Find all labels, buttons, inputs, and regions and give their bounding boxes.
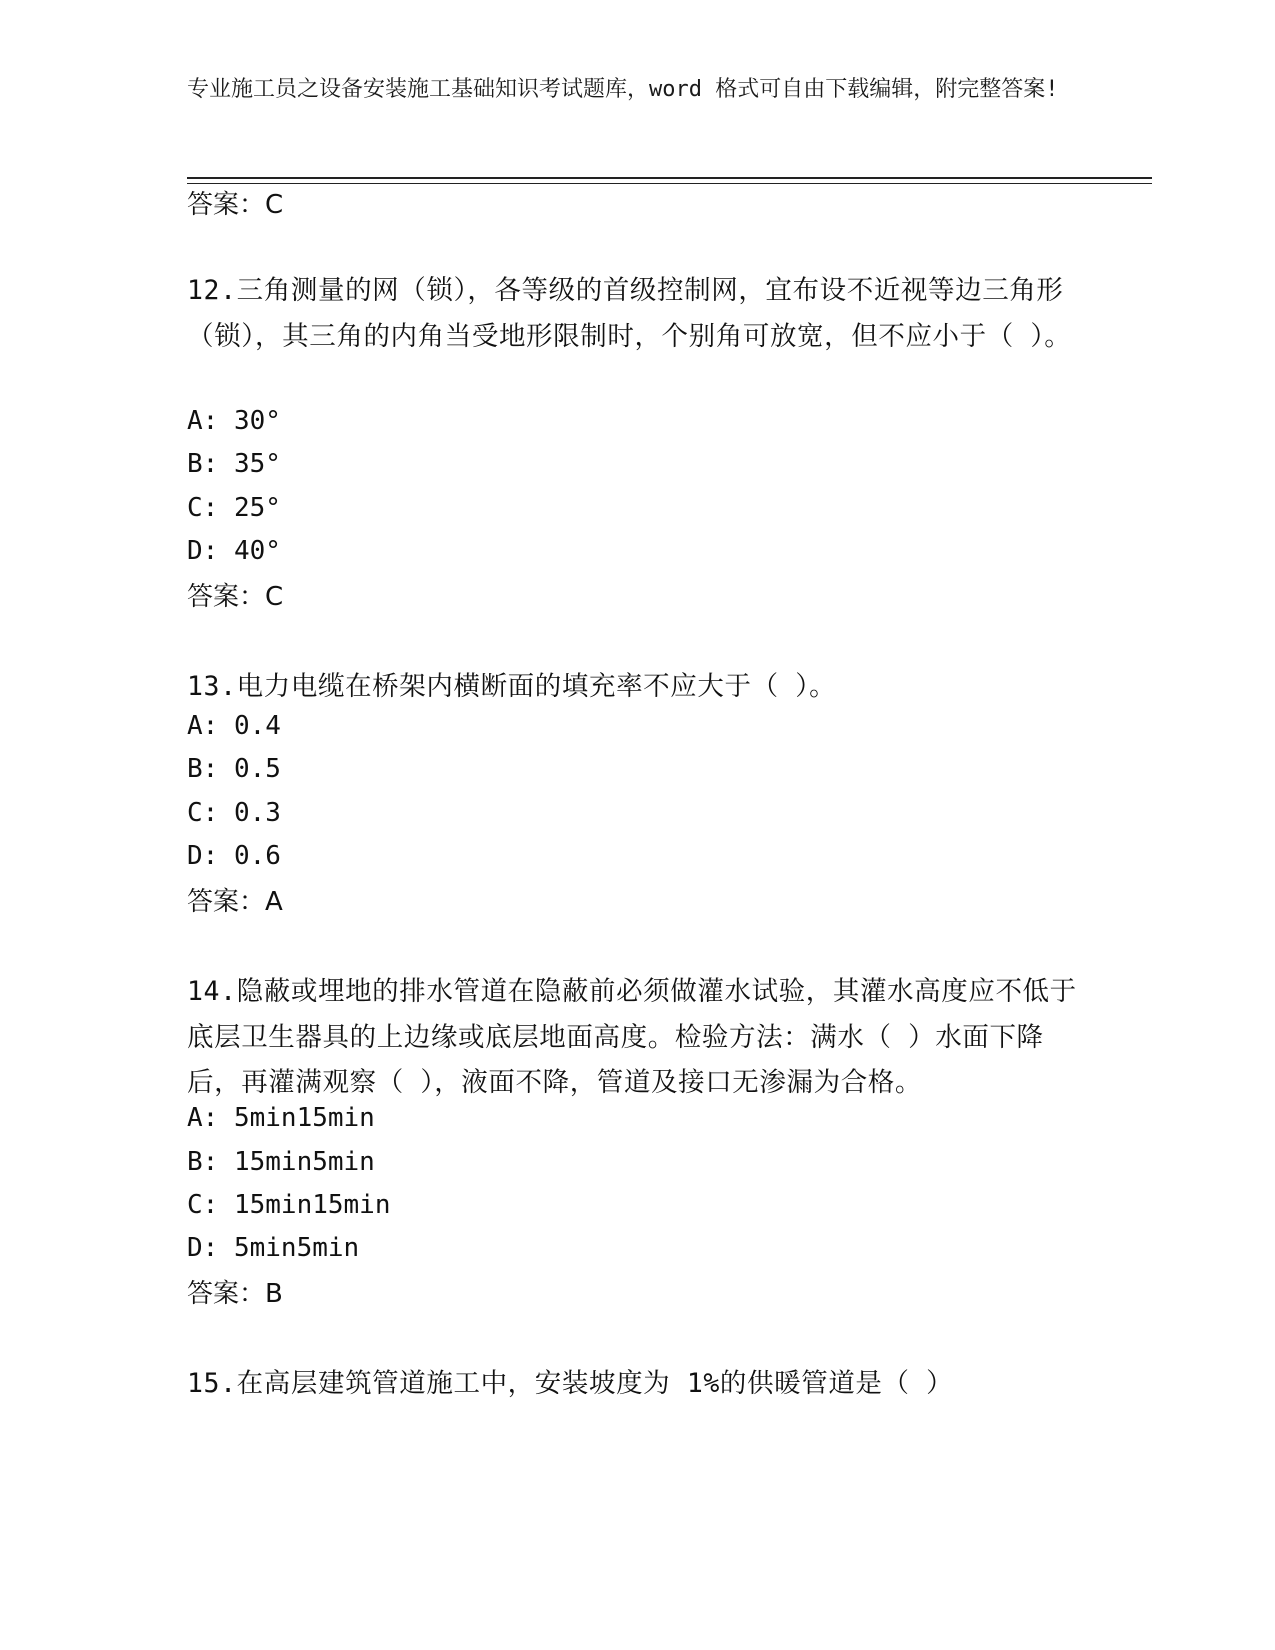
option-12-b: B: 35° bbox=[187, 449, 281, 479]
answer-14: 答案：B bbox=[187, 1279, 283, 1309]
question-stem-15: 15.在高层建筑管道施工中，安装坡度为 1%的供暖管道是（ ） bbox=[187, 1368, 954, 1399]
header-rule-thick bbox=[187, 177, 1152, 179]
option-13-a: A: 0.4 bbox=[187, 711, 281, 741]
option-12-a: A: 30° bbox=[187, 406, 281, 436]
option-14-a: A: 5min15min bbox=[187, 1103, 375, 1133]
answer-12: 答案：C bbox=[187, 582, 284, 612]
option-14-c: C: 15min15min bbox=[187, 1190, 391, 1220]
question-stem-13: 13.电力电缆在桥架内横断面的填充率不应大于（ ）。 bbox=[187, 671, 837, 702]
question-stem-14: 14.隐蔽或埋地的排水管道在隐蔽前必须做灌水试验，其灌水高度应不低于底层卫生器具的上边缘或底层地面高度。检验方法：满水（ ）水面下降后，再灌满观察（ ），液面不降，管道及接口无渗漏为合格。 bbox=[187, 976, 1077, 1098]
question-stem-12: 12.三角测量的网（锁），各等级的首级控制网，宜布设不近视等边三角形（锁），其三角的内角当受地形限制时，个别角可放宽，但不应小于（ ）。 bbox=[187, 275, 1072, 352]
header-rule-thin bbox=[187, 183, 1152, 184]
answer-line: 答案：C bbox=[187, 190, 284, 220]
option-12-c: C: 25° bbox=[187, 493, 281, 523]
option-13-d: D: 0.6 bbox=[187, 841, 281, 871]
option-14-d: D: 5min5min bbox=[187, 1233, 360, 1263]
option-13-c: C: 0.3 bbox=[187, 798, 281, 828]
option-13-b: B: 0.5 bbox=[187, 754, 281, 784]
option-12-d: D: 40° bbox=[187, 536, 281, 566]
document-header: 专业施工员之设备安装施工基础知识考试题库，word 格式可自由下载编辑，附完整答案! bbox=[187, 77, 1059, 102]
answer-13: 答案：A bbox=[187, 887, 283, 917]
option-14-b: B: 15min5min bbox=[187, 1147, 375, 1177]
